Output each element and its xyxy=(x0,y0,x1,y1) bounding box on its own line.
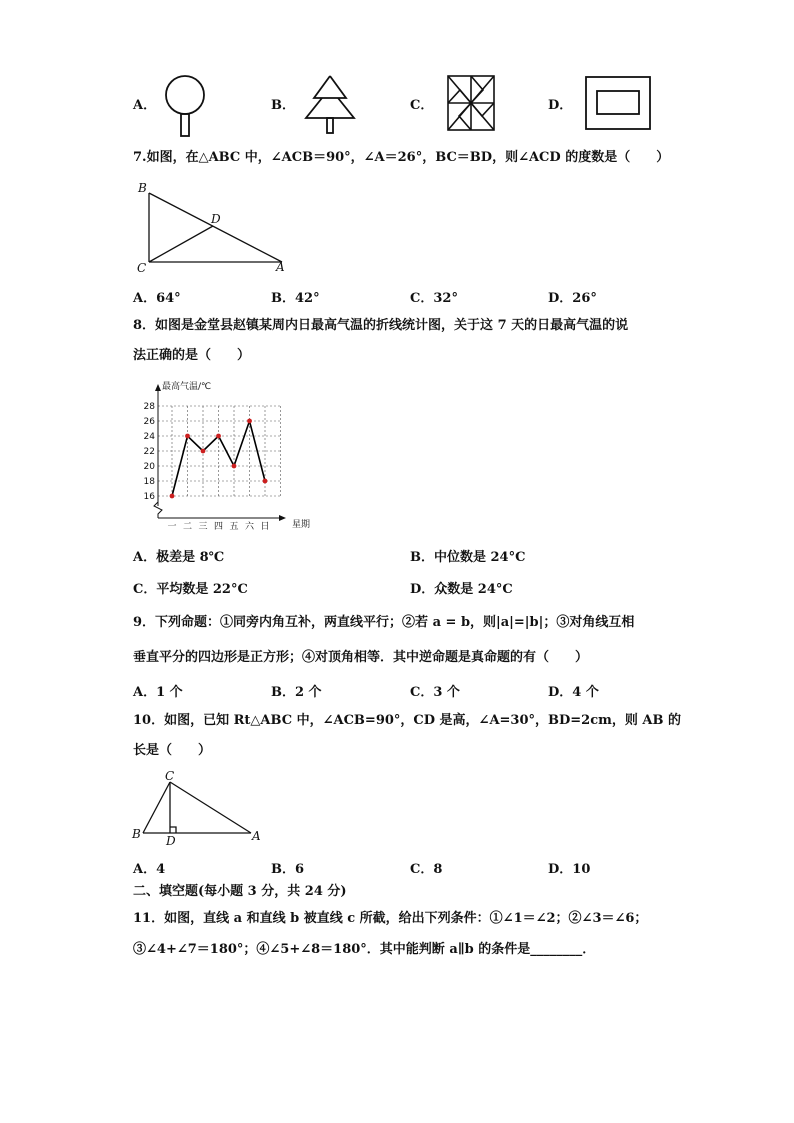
q6-option-a-letter: A． xyxy=(133,98,157,113)
x-tick-label: 三 xyxy=(198,522,208,532)
x-axis-title: 星期 xyxy=(292,520,311,530)
y-tick-label: 26 xyxy=(143,417,155,427)
q8-option-b: B．中位数是 24°C xyxy=(410,550,526,565)
q6-option-c-letter: C． xyxy=(410,98,434,113)
y-tick-label: 22 xyxy=(143,447,155,457)
q10-option-a: A．4 xyxy=(133,862,166,877)
pinwheel-icon xyxy=(446,72,496,134)
tree-icon xyxy=(300,74,360,136)
q11-stem-line1: 11．如图，直线 a 和直线 b 被直线 c 所截，给出下列条件：①∠1＝∠2；②∠3＝∠6； xyxy=(133,911,648,926)
x-tick-label: 四 xyxy=(213,522,224,532)
q8-stem-line1: 8．如图是金堂县赵镇某周内日最高气温的折线统计图，关于这 7 天的日最高气温的说 xyxy=(133,318,629,333)
q8-stem-line2: 法正确的是（ ） xyxy=(133,348,251,363)
data-point xyxy=(216,434,221,439)
q9-stem-line1: 9．下列命题：①同旁内角互补，两直线平行；②若 a = b，则|a|=|b|；③对角线互相 xyxy=(133,615,635,630)
q7-stem: 7.如图，在△ABC 中，∠ACB＝90°，∠A＝26°，BC＝BD，则∠ACD 的度数是（ ） xyxy=(133,150,670,165)
q7-label-c: C xyxy=(137,261,147,275)
data-point xyxy=(170,494,175,499)
q7-option-c: C．32° xyxy=(410,291,458,306)
y-tick-label: 16 xyxy=(143,492,155,502)
q9-option-a: A．1 个 xyxy=(133,685,183,700)
x-tick-label: 六 xyxy=(244,522,255,532)
q10-option-d: D．10 xyxy=(548,862,591,877)
data-point xyxy=(247,419,252,424)
q7-triangle-figure xyxy=(136,178,296,278)
q6-option-d-letter: D． xyxy=(548,98,573,113)
q9-option-b: B．2 个 xyxy=(271,685,322,700)
x-tick-label: 二 xyxy=(182,522,193,532)
y-tick-label: 24 xyxy=(143,432,155,442)
y-axis-title: 最高气温/℃ xyxy=(162,382,212,392)
q10-label-c: C xyxy=(165,769,175,783)
q7-option-a: A．64° xyxy=(133,291,181,306)
q8-option-a: A．极差是 8℃ xyxy=(133,550,225,565)
q10-label-a: A xyxy=(252,829,261,843)
q7-label-a: A xyxy=(276,260,285,274)
q10-stem-line2: 长是（ ） xyxy=(133,743,212,758)
q9-stem-line2: 垂直平分的四边形是正方形；④对顶角相等．其中逆命题是真命题的有（ ） xyxy=(133,650,589,665)
q10-label-d: D xyxy=(166,834,176,848)
q7-option-d: D．26° xyxy=(548,291,597,306)
data-point xyxy=(263,479,268,484)
q6-option-b-letter: B． xyxy=(271,98,295,113)
temperature-line-chart xyxy=(140,378,330,533)
x-tick-label: 一 xyxy=(167,522,177,532)
data-point xyxy=(201,449,206,454)
x-axis-arrow xyxy=(279,515,286,521)
q9-option-d: D．4 个 xyxy=(548,685,599,700)
data-point xyxy=(185,434,190,439)
fan-icon xyxy=(160,74,210,138)
x-tick-label: 五 xyxy=(229,522,239,532)
q10-stem-line1: 10．如图，已知 Rt△ABC 中，∠ACB=90°，CD 是高，∠A=30°，BD=2cm，则 AB 的 xyxy=(133,713,682,728)
frame-icon xyxy=(585,76,651,130)
q7-option-b: B．42° xyxy=(271,291,320,306)
y-tick-label: 18 xyxy=(143,477,155,487)
q9-option-c: C．3 个 xyxy=(410,685,460,700)
x-tick-label: 日 xyxy=(260,522,270,532)
y-tick-label: 28 xyxy=(143,402,155,412)
q7-label-d: D xyxy=(211,212,221,226)
y-axis-arrow xyxy=(155,384,161,391)
q10-option-b: B．6 xyxy=(271,862,305,877)
q10-label-b: B xyxy=(132,827,141,841)
q8-option-c: C．平均数是 22°C xyxy=(133,582,248,597)
q11-stem-line2: ③∠4+∠7＝180°；④∠5+∠8＝180°．其中能判断 a∥b 的条件是________． xyxy=(133,942,596,957)
q10-option-c: C．8 xyxy=(410,862,443,877)
q7-label-b: B xyxy=(138,181,147,195)
section-heading: 二、填空题(每小题 3 分，共 24 分) xyxy=(133,884,347,899)
data-point xyxy=(232,464,237,469)
y-tick-label: 20 xyxy=(143,462,155,472)
q10-triangle-figure xyxy=(130,770,265,850)
q8-option-d: D．众数是 24°C xyxy=(410,582,513,597)
